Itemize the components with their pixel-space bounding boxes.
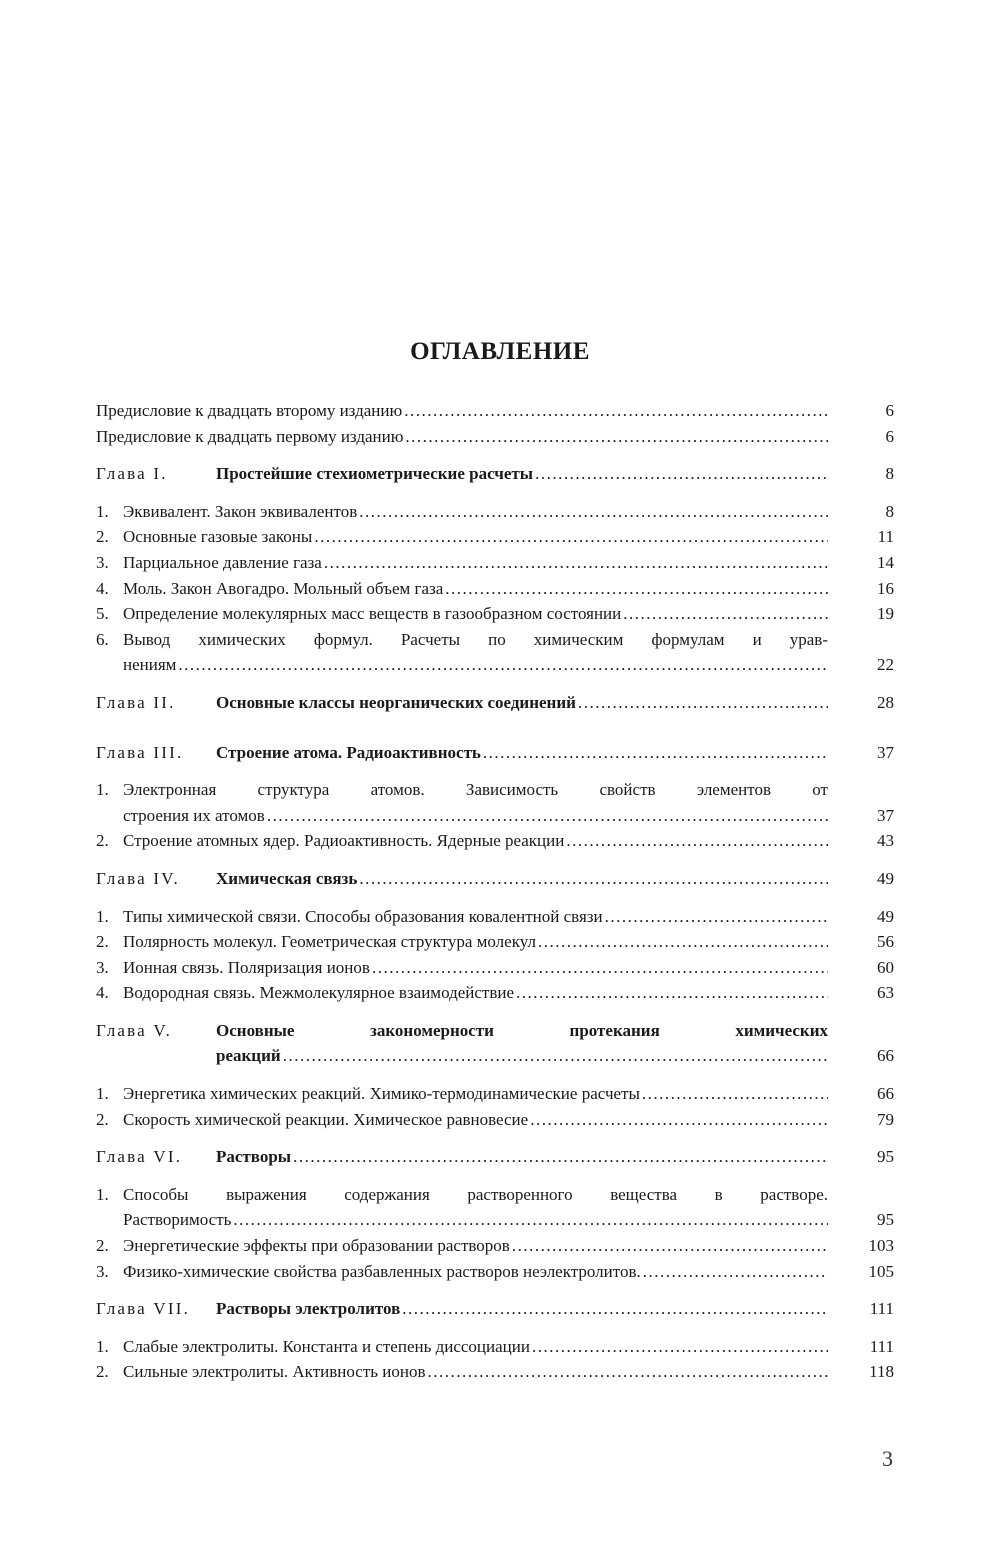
dot-leader	[359, 866, 828, 892]
dot-leader	[445, 576, 828, 602]
toc-page-number: 105	[868, 1261, 894, 1281]
toc-page-number: 28	[877, 692, 894, 712]
dot-leader	[566, 828, 828, 854]
toc-section-multiline[interactable]	[96, 627, 894, 678]
toc-page-number: 103	[868, 1236, 894, 1256]
section-text: Водородная связь. Межмолекулярное взаимодействие	[123, 983, 515, 1003]
toc-page-number: 79	[877, 1109, 894, 1129]
section-text-line1: Вывод химических формул. Расчеты по химическим формулам и урав-	[123, 629, 828, 649]
section-text-line2: нениям	[123, 655, 177, 675]
toc-section[interactable]	[96, 550, 894, 576]
chapter-label: Глава V.	[96, 1020, 173, 1040]
section-number: 4.	[96, 983, 109, 1003]
toc-page-number: 63	[877, 983, 894, 1003]
toc-section[interactable]	[96, 1107, 894, 1133]
section-text-line2: строения их атомов	[123, 805, 265, 825]
section-number: 3.	[96, 552, 109, 572]
toc-page-number: 6	[885, 426, 894, 446]
toc-section-multiline[interactable]	[96, 777, 894, 828]
section-number: 1.	[96, 1084, 109, 1104]
section-text-line2: Растворимость	[123, 1210, 232, 1230]
chapter-title: Растворы	[216, 1147, 292, 1167]
section-text: Ионная связь. Поляризация ионов	[123, 957, 370, 977]
toc-section[interactable]	[96, 524, 894, 550]
dot-leader	[405, 424, 828, 450]
section-text: Моль. Закон Авогадро. Мольный объем газа	[123, 578, 444, 598]
toc-section[interactable]	[96, 904, 894, 930]
toc-page-number: 95	[877, 1147, 894, 1167]
toc-entry-text: Предисловие к двадцать первому изданию	[96, 426, 404, 446]
section-number: 3.	[96, 1261, 109, 1281]
section-text: Строение атомных ядер. Радиоактивность. Ядерные реакции	[123, 831, 565, 851]
toc-entry-preface-21[interactable]	[96, 424, 894, 450]
toc-page-number: 14	[877, 552, 894, 572]
dot-leader	[516, 980, 828, 1006]
dot-leader	[605, 904, 828, 930]
section-number: 1.	[96, 1336, 109, 1356]
toc-page-number: 8	[885, 501, 894, 521]
section-number: 5.	[96, 604, 109, 624]
toc-chapter-4[interactable]	[96, 866, 894, 892]
toc-page-number: 43	[877, 831, 894, 851]
section-text: Парциальное давление газа	[123, 552, 322, 572]
section-text-line1: Электронная структура атомов. Зависимость свойств элементов от	[123, 780, 828, 800]
toc-chapter-5[interactable]	[96, 1018, 894, 1069]
chapter-label: Глава II.	[96, 692, 176, 712]
section-text: Скорость химической реакции. Химическое равновесие	[123, 1109, 529, 1129]
dot-leader	[283, 1043, 828, 1069]
section-number: 6.	[96, 629, 109, 649]
dot-leader	[642, 1081, 828, 1107]
section-number: 2.	[96, 831, 109, 851]
table-of-contents	[96, 398, 894, 1385]
chapter-title: Простейшие стехиометрические расчеты	[216, 464, 534, 484]
section-text-line1: Способы выражения содержания растворенного вещества в растворе.	[123, 1184, 828, 1204]
toc-page-number: 111	[869, 1299, 894, 1319]
toc-section[interactable]	[96, 1233, 894, 1259]
dot-leader	[538, 929, 828, 955]
dot-leader	[578, 690, 828, 716]
section-number: 4.	[96, 578, 109, 598]
section-number: 1.	[96, 906, 109, 926]
dot-leader	[530, 1107, 828, 1133]
toc-section-multiline[interactable]	[96, 1182, 894, 1233]
toc-section[interactable]	[96, 1259, 894, 1285]
toc-page-number: 111	[869, 1336, 894, 1356]
section-number: 2.	[96, 1362, 109, 1382]
section-text: Сильные электролиты. Активность ионов	[123, 1362, 426, 1382]
toc-page-number: 60	[877, 957, 894, 977]
chapter-label: Глава IV.	[96, 868, 180, 888]
page-number: 3	[882, 1446, 893, 1471]
dot-leader	[324, 550, 828, 576]
section-text: Энергетика химических реакций. Химико-термодинамические расчеты	[123, 1084, 640, 1104]
toc-page-number: 22	[877, 655, 894, 675]
toc-chapter-1[interactable]	[96, 461, 894, 487]
toc-section[interactable]	[96, 929, 894, 955]
toc-page-number: 37	[877, 805, 894, 825]
dot-leader	[512, 1233, 828, 1259]
toc-entry-text: Предисловие к двадцать второму изданию	[96, 401, 403, 420]
dot-leader	[532, 1334, 828, 1360]
dot-leader	[404, 398, 828, 424]
section-text: Эквивалент. Закон эквивалентов	[123, 501, 358, 521]
section-number: 1.	[96, 780, 109, 800]
toc-entry-preface-22[interactable]	[96, 398, 894, 424]
dot-leader	[402, 1296, 828, 1322]
toc-chapter-2[interactable]	[96, 690, 894, 716]
dot-leader	[535, 461, 828, 487]
dot-leader	[359, 499, 828, 525]
toc-page-number: 16	[877, 578, 894, 598]
dot-leader	[293, 1144, 828, 1170]
section-number: 1.	[96, 1184, 109, 1204]
dot-leader	[623, 601, 828, 627]
dot-leader	[314, 524, 828, 550]
dot-leader	[372, 955, 828, 981]
toc-page-number: 56	[877, 932, 894, 952]
section-number: 2.	[96, 932, 109, 952]
dot-leader	[233, 1207, 828, 1233]
dot-leader	[178, 652, 828, 678]
chapter-title: Основные классы неорганических соединений	[216, 692, 576, 712]
section-number: 1.	[96, 501, 109, 521]
chapter-label: Глава VII.	[96, 1299, 191, 1319]
toc-chapter-3[interactable]	[96, 740, 894, 766]
toc-page-number: 66	[877, 1084, 894, 1104]
chapter-title: Растворы электролитов	[216, 1299, 401, 1319]
toc-section[interactable]	[96, 980, 894, 1006]
dot-leader	[643, 1259, 828, 1285]
toc-section[interactable]	[96, 601, 894, 627]
chapter-label: Глава III.	[96, 742, 184, 762]
section-number: 2.	[96, 1109, 109, 1129]
toc-page-number: 6	[885, 401, 894, 420]
chapter-label: Глава VI.	[96, 1147, 183, 1167]
section-number: 3.	[96, 957, 109, 977]
page-title: ОГЛАВЛЕНИЕ	[410, 338, 590, 365]
chapter-title: Химическая связь	[216, 868, 358, 888]
chapter-label: Глава I.	[96, 464, 168, 484]
section-text: Слабые электролиты. Константа и степень диссоциации	[123, 1336, 530, 1356]
section-text: Энергетические эффекты при образовании растворов	[123, 1236, 510, 1256]
chapter-title: Строение атома. Радиоактивность	[216, 742, 481, 762]
toc-page-number: 8	[885, 464, 894, 484]
section-text: Полярность молекул. Геометрическая структура молекул	[123, 932, 536, 952]
section-number: 2.	[96, 1236, 109, 1256]
toc-section[interactable]	[96, 1081, 894, 1107]
toc-section[interactable]	[96, 828, 894, 854]
toc-page-number: 118	[869, 1362, 894, 1382]
toc-section[interactable]	[96, 576, 894, 602]
toc-page-number: 11	[877, 527, 894, 547]
section-text: Физико-химические свойства разбавленных растворов неэлектролитов.	[123, 1261, 641, 1281]
toc-page-number: 37	[877, 742, 894, 762]
toc-section[interactable]	[96, 1334, 894, 1360]
dot-leader	[267, 803, 828, 829]
toc-section[interactable]	[96, 955, 894, 981]
section-text: Определение молекулярных масс веществ в газообразном состоянии	[123, 604, 622, 624]
chapter-title-line1: Основные закономерности протекания химических	[216, 1020, 828, 1040]
section-text: Основные газовые законы	[123, 527, 313, 547]
toc-chapter-7[interactable]	[96, 1296, 894, 1322]
toc-page-number: 49	[877, 906, 894, 926]
toc-section[interactable]	[96, 499, 894, 525]
toc-page-number: 95	[877, 1210, 894, 1230]
section-text: Типы химической связи. Способы образования ковалентной связи	[123, 906, 603, 926]
toc-section[interactable]	[96, 1359, 894, 1385]
toc-page-number: 19	[877, 604, 894, 624]
dot-leader	[483, 740, 828, 766]
section-number: 2.	[96, 527, 109, 547]
chapter-title-line2: реакций	[216, 1046, 281, 1066]
toc-chapter-6[interactable]	[96, 1144, 894, 1170]
dot-leader	[427, 1359, 828, 1385]
toc-page-number: 49	[877, 868, 894, 888]
toc-page-number: 66	[877, 1046, 894, 1066]
